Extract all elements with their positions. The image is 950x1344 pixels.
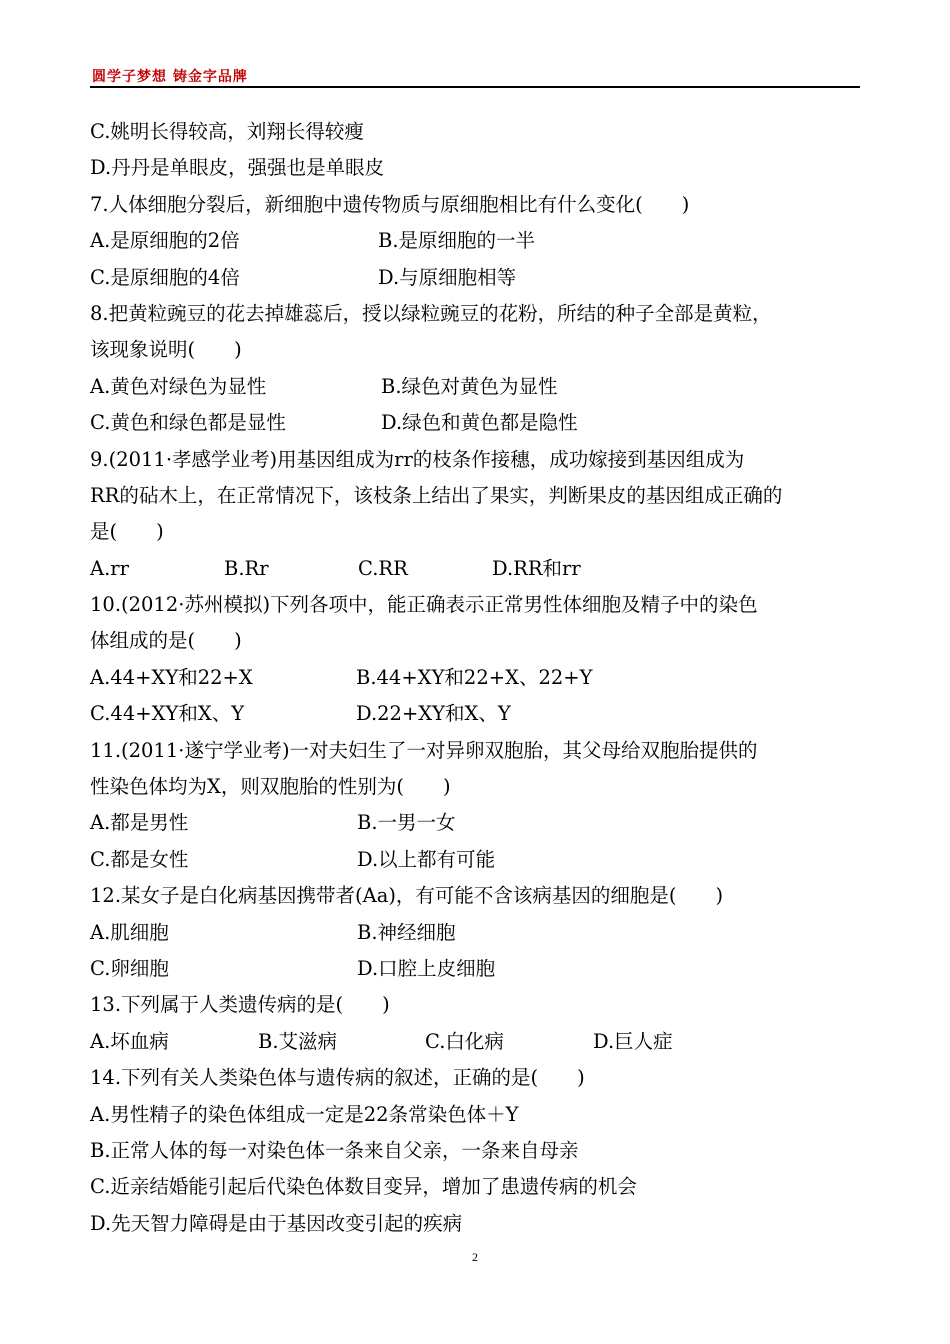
question-9-cont: RR的砧木上，在正常情况下，该枝条上结出了果实，判断果皮的基因组成正确的 <box>90 483 783 507</box>
option-b: B.神经细胞 <box>357 920 456 944</box>
question-8: 8.把黄粒豌豆的花去掉雄蕊后，授以绿粒豌豆的花粉，所结的种子全部是黄粒， <box>90 301 772 325</box>
option-a: A.坏血病 <box>90 1029 169 1053</box>
option-a: A.男性精子的染色体组成一定是22条常染色体＋Y <box>90 1102 519 1126</box>
option-b: B.44+XY和22+X、22+Y <box>356 665 593 689</box>
question-7: 7.人体细胞分裂后，新细胞中遗传物质与原细胞相比有什么变化( ) <box>90 192 690 216</box>
option-b: B.一男一女 <box>357 811 456 835</box>
option-a: A.肌细胞 <box>90 920 169 944</box>
option-line: C.姚明长得较高，刘翔长得较瘦 <box>90 120 364 143</box>
option-c: C.卵细胞 <box>90 956 169 980</box>
options-row <box>90 260 865 296</box>
option-d: D.先天智力障碍是由于基因改变引起的疾病 <box>90 1211 463 1235</box>
option-c: C.黄色和绿色都是显性 <box>90 411 286 435</box>
question-12: 12.某女子是白化病基因携带者(Aa)，有可能不含该病基因的细胞是( ) <box>90 884 724 908</box>
header-rule <box>90 86 860 88</box>
options-row <box>90 915 865 951</box>
option-b: B.是原细胞的一半 <box>378 229 536 253</box>
option-a: A.是原细胞的2倍 <box>90 229 240 253</box>
question-9-cont: 是( ) <box>90 520 164 544</box>
option-line: D.丹丹是单眼皮，强强也是单眼皮 <box>90 156 385 180</box>
option-b: B.艾滋病 <box>258 1029 338 1053</box>
option-c: C.白化病 <box>425 1029 504 1053</box>
option-b: B.Rr <box>224 556 269 580</box>
page-number: 2 <box>472 1250 478 1264</box>
options-row <box>90 1024 865 1060</box>
options-row <box>90 805 865 841</box>
option-d: D.以上都有可能 <box>357 847 496 871</box>
option-c: C.44+XY和X、Y <box>90 702 245 726</box>
question-9: 9.(2011·孝感学业考)用基因组成为rr的枝条作接穗，成功嫁接到基因组成为 <box>90 447 745 471</box>
question-13: 13.下列属于人类遗传病的是( ) <box>90 993 390 1017</box>
question-8-cont: 该现象说明( ) <box>90 338 242 362</box>
header-slogan: 圆学子梦想 铸金字品牌 <box>92 69 248 85</box>
option-d: D.巨人症 <box>593 1029 673 1053</box>
options-row <box>90 405 865 441</box>
options-row <box>90 660 865 696</box>
option-c: C.RR <box>358 556 408 580</box>
document-body <box>90 114 865 1242</box>
option-c: C.近亲结婚能引起后代染色体数目变异，增加了患遗传病的机会 <box>90 1175 637 1199</box>
question-14: 14.下列有关人类染色体与遗传病的叙述，正确的是( ) <box>90 1066 585 1090</box>
option-d: D.绿色和黄色都是隐性 <box>381 411 578 435</box>
option-a: A.rr <box>90 556 129 580</box>
option-d: D.与原细胞相等 <box>378 265 517 289</box>
option-a: A.44+XY和22+X <box>90 665 253 689</box>
options-row <box>90 951 865 987</box>
options-row <box>90 696 865 732</box>
option-c: C.都是女性 <box>90 847 189 871</box>
option-b: B.绿色对黄色为显性 <box>381 374 558 398</box>
question-11-cont: 性染色体均为X，则双胞胎的性别为( ) <box>90 775 451 799</box>
options-row <box>90 369 865 405</box>
option-a: A.黄色对绿色为显性 <box>90 374 267 398</box>
options-row <box>90 223 865 259</box>
question-10-cont: 体组成的是( ) <box>90 629 242 653</box>
option-d: D.22+XY和X、Y <box>356 702 511 726</box>
option-c: C.是原细胞的4倍 <box>90 265 240 289</box>
question-11: 11.(2011·遂宁学业考)一对夫妇生了一对异卵双胞胎，其父母给双胞胎提供的 <box>90 738 758 762</box>
option-b: B.正常人体的每一对染色体一条来自父亲，一条来自母亲 <box>90 1138 579 1162</box>
options-row <box>90 842 865 878</box>
options-row <box>90 551 865 587</box>
option-d: D.口腔上皮细胞 <box>357 956 496 980</box>
option-d: D.RR和rr <box>492 556 581 580</box>
option-a: A.都是男性 <box>90 811 189 835</box>
question-10: 10.(2012·苏州模拟)下列各项中，能正确表示正常男性体细胞及精子中的染色 <box>90 593 758 617</box>
